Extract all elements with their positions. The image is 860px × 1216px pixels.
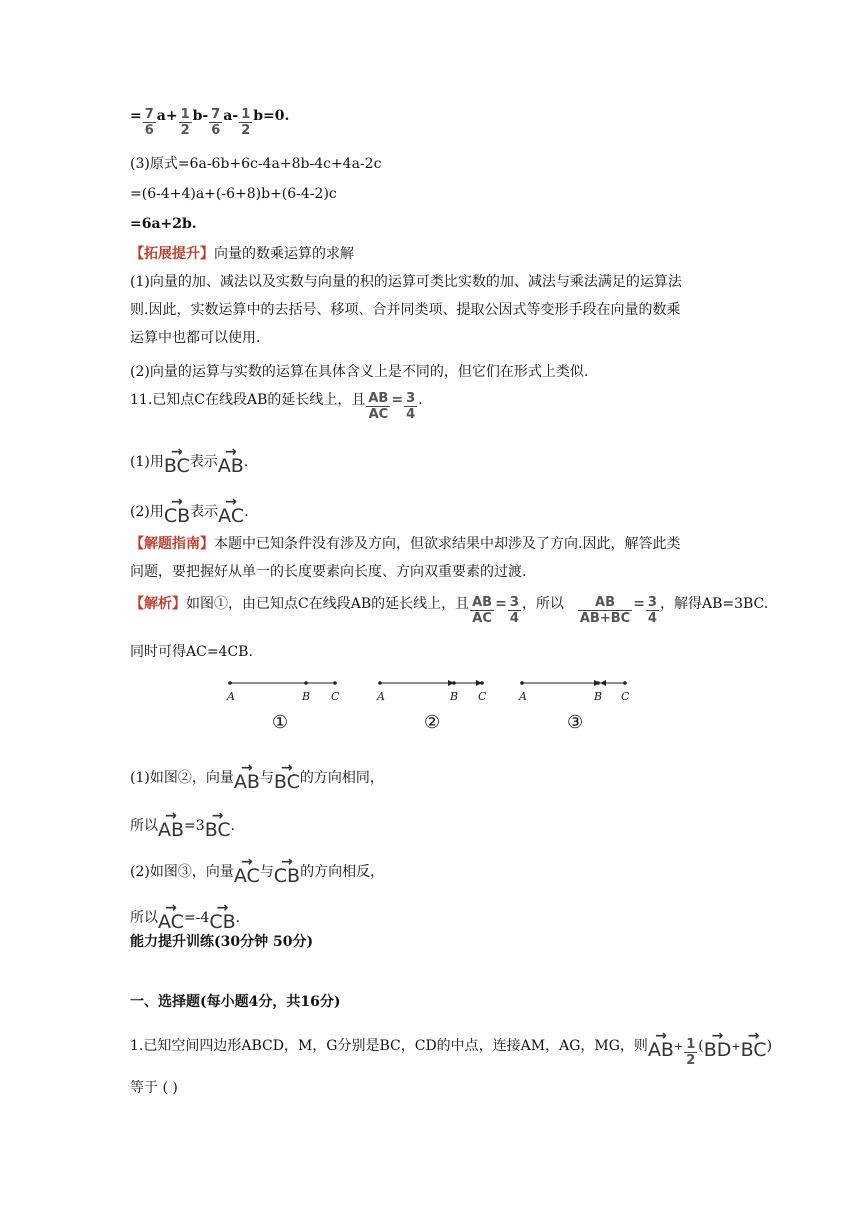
line-part3-step: =(6-4+4)a+(-6+8)b+(6-4-2)c	[130, 186, 337, 202]
svg-text:C: C	[621, 690, 630, 703]
svg-text:A: A	[227, 690, 235, 703]
solution-line2: 同时可得AC=4CB.	[130, 644, 253, 660]
solution-part2: (2)如图③，向量→ AC与→ CB的方向相反，	[130, 856, 384, 886]
svg-text:A: A	[519, 690, 527, 703]
guide-line2: 问题，要把握好从单一的长度要素向长度、方向双重要素的过渡.	[130, 564, 527, 580]
figure-1-label: ①	[272, 712, 289, 733]
figure-3-label: ③	[567, 712, 584, 733]
line-result-2: = $\frac{7}{6}$ a+ $\frac{1}{2}$ b- $\frac{7}{6}$ a- $\frac{1}{2}$ b=0.	[130, 107, 290, 138]
figure-2	[376, 680, 487, 703]
guide-line1: 【解题指南】本题中已知条件没有涉及方向，但欲求结果中却涉及了方向.因此，解答此类	[130, 536, 681, 552]
ext-para1-c: 运算中也都可以使用.	[130, 330, 261, 346]
line-part3-result: =6a+2b.	[130, 216, 197, 232]
svg-text:B: B	[302, 690, 311, 703]
figure-3	[518, 680, 630, 703]
section-title: 能力提升训练(30分钟 50分)	[130, 934, 314, 950]
ext-para1-a: (1)向量的加、减法以及实数与向量的积的运算可类比实数的加、减法与乘法满足的运算法	[130, 274, 682, 290]
solution-part1: (1)如图②，向量→ AB与→ BC的方向相同，	[130, 762, 384, 792]
svg-text:B: B	[594, 690, 603, 703]
question-11-part2: (2)用→ CB表示→ AC.	[130, 496, 249, 526]
ext-para1-b: 则.因此，实数运算中的去括号、移项、合并同类项、提取公因式等变形手段在向量的数乘	[130, 302, 681, 318]
question-1-tail: 等于 ( )	[130, 1080, 178, 1096]
svg-text:A: A	[377, 690, 385, 703]
ext-para2: (2)向量的运算与实数的运算在具体含义上是不同的，但它们在形式上类似.	[130, 364, 589, 380]
question-11: 11.已知点C在线段AB的延长线上，且 $\frac{AB}{AC}$ = $\frac{3}{4}$ .	[130, 391, 423, 422]
question-11-part1: (1)用→ BC表示→ AB.	[130, 446, 248, 476]
figure-2-label: ②	[424, 712, 441, 733]
subsection-title: 一、选择题(每小题4分，共16分)	[130, 994, 341, 1010]
extension-heading: 【拓展提升】向量的数乘运算的求解	[130, 246, 354, 262]
segment-figures	[220, 676, 640, 704]
solution-part2-result: 所以→ AC=-4→ CB.	[130, 902, 240, 932]
question-1: 1.已知空间四边形ABCD，M，G分别是BC，CD的中点，连接AM，AG，MG，则→ AB+ $\frac{1}{2}$ (→ BD+→ BC)	[130, 1030, 772, 1069]
figure-1	[226, 681, 340, 703]
line-part3: (3)原式=6a-6b+6c-4a+8b-4c+4a-2c	[130, 156, 382, 172]
svg-text:C: C	[331, 690, 340, 703]
svg-text:B: B	[450, 690, 459, 703]
solution-part1-result: 所以→ AB=3→ BC.	[130, 810, 235, 840]
svg-text:C: C	[478, 690, 487, 703]
solution-line1: 【解析】如图①，由已知点C在线段AB的延长线上，且 $\frac{AB}{AC}$ = $\frac{3}{4}$ ，所以 $\frac{AB}{AB+BC}$ = $\frac{3}{4}$ ，解得AB=3BC.	[130, 595, 769, 626]
